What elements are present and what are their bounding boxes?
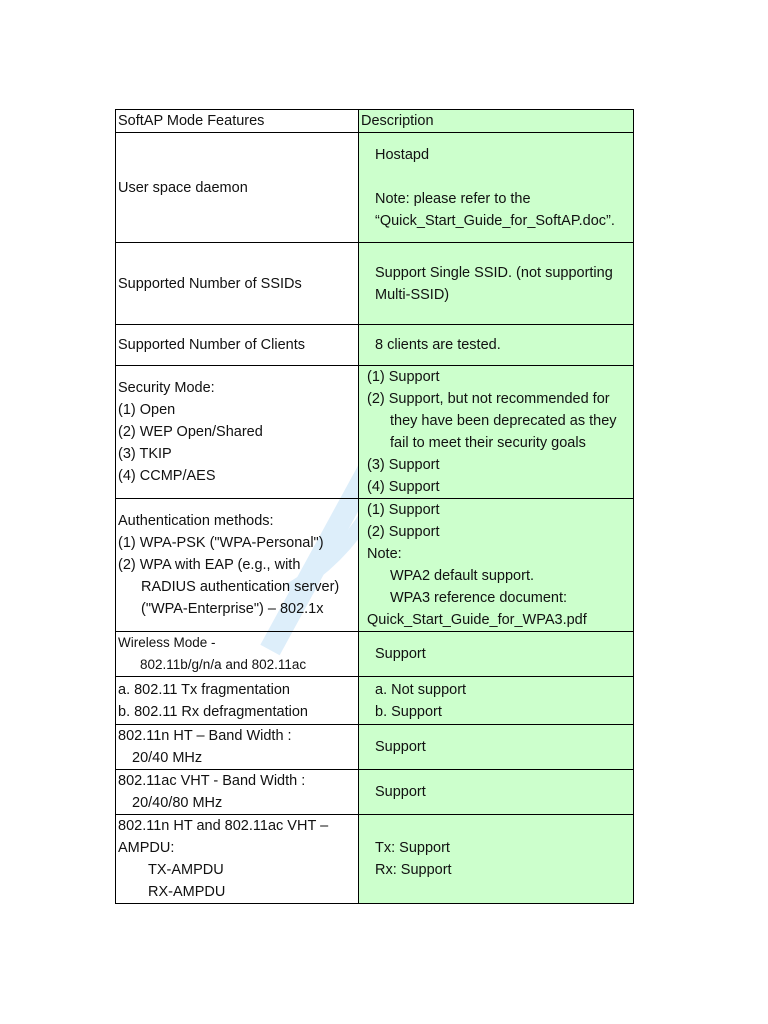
feature-text: (2) WPA with EAP (e.g., with [118, 557, 301, 573]
description-text: Support [375, 784, 426, 800]
feature-cell [116, 366, 359, 499]
feature-text: AMPDU: [118, 840, 175, 856]
description-text: WPA3 reference document: [390, 590, 568, 606]
feature-text: (4) CCMP/AES [118, 468, 216, 484]
description-cell [359, 677, 634, 725]
feature-text: 802.11n HT – Band Width : [118, 728, 292, 744]
feature-text: 20/40 MHz [132, 750, 203, 766]
feature-text: Wireless Mode - [118, 635, 216, 650]
description-text: Rx: Support [375, 862, 452, 878]
description-text: (1) Support [367, 502, 440, 518]
feature-text: b. 802.11 Rx defragmentation [118, 703, 308, 720]
feature-text: Supported Number of Clients [118, 337, 305, 353]
feature-text: (2) WEP Open/Shared [118, 424, 263, 440]
feature-text: RADIUS authentication server) [141, 579, 340, 595]
feature-text: User space daemon [118, 179, 248, 196]
description-text: (1) Support [367, 369, 440, 385]
description-text: Quick_Start_Guide_for_WPA3.pdf [367, 612, 587, 628]
table-row [116, 133, 634, 243]
feature-cell [116, 725, 359, 770]
table-row [116, 499, 634, 632]
feature-cell [116, 770, 359, 815]
feature-text: 802.11b/g/n/a and 802.11ac [140, 657, 307, 672]
feature-cell [116, 815, 359, 904]
feature-text: (1) WPA-PSK ("WPA-Personal") [118, 535, 324, 551]
description-text: Note: please refer to the [375, 190, 531, 207]
description-text: b. Support [375, 703, 442, 720]
feature-text: a. 802.11 Tx fragmentation [118, 681, 290, 698]
feature-cell [116, 677, 359, 725]
feature-text: RX-AMPDU [148, 884, 226, 900]
feature-text: Authentication methods: [118, 513, 274, 529]
description-text: Note: [367, 546, 402, 562]
description-cell [359, 815, 634, 904]
description-text: (4) Support [367, 479, 440, 495]
description-cell [359, 499, 634, 632]
feature-cell [116, 632, 359, 677]
description-text: Tx: Support [375, 840, 450, 856]
description-text: Support [375, 646, 426, 662]
description-text: they have been deprecated as they [390, 413, 617, 429]
feature-text: (3) TKIP [118, 446, 172, 462]
header-feature: SoftAP Mode Features [116, 110, 359, 133]
description-text: (2) Support [367, 524, 440, 540]
description-cell [359, 325, 634, 366]
feature-text: TX-AMPDU [148, 862, 224, 878]
description-cell [359, 133, 634, 243]
description-cell [359, 632, 634, 677]
feature-cell [116, 499, 359, 632]
softap-features-table [115, 109, 634, 904]
description-text: fail to meet their security goals [390, 435, 586, 451]
description-text: a. Not support [375, 681, 467, 698]
description-text [375, 166, 631, 188]
table-row [116, 677, 634, 725]
description-text: 8 clients are tested. [375, 337, 501, 353]
feature-cell [116, 133, 359, 243]
header-description: Description [359, 110, 634, 133]
description-text: (3) Support [367, 457, 440, 473]
description-cell [359, 770, 634, 815]
table-row [116, 632, 634, 677]
table-row [116, 770, 634, 815]
description-cell [359, 725, 634, 770]
feature-text: 802.11n HT and 802.11ac VHT – [118, 818, 329, 834]
description-text: WPA2 default support. [390, 568, 535, 584]
description-text: Support [375, 739, 426, 755]
feature-text: Supported Number of SSIDs [118, 275, 302, 292]
feature-cell [116, 243, 359, 325]
feature-text: 802.11ac VHT - Band Width : [118, 773, 306, 789]
feature-cell [116, 325, 359, 366]
table-row [116, 243, 634, 325]
table-header-row [116, 110, 634, 133]
table-row [116, 815, 634, 904]
feature-text: Security Mode: [118, 380, 215, 396]
table-row [116, 725, 634, 770]
table-row [116, 325, 634, 366]
description-text: “Quick_Start_Guide_for_SoftAP.doc”. [375, 212, 615, 229]
description-cell [359, 243, 634, 325]
table-row [116, 366, 634, 499]
description-text: Hostapd [375, 146, 430, 163]
description-cell [359, 366, 634, 499]
feature-text: 20/40/80 MHz [132, 795, 223, 811]
description-text: Multi-SSID) [375, 286, 450, 303]
description-text: Support Single SSID. (not supporting [375, 264, 613, 281]
feature-text: (1) Open [118, 402, 176, 418]
feature-text: ("WPA-Enterprise") – 802.1x [141, 601, 324, 617]
description-text: (2) Support, but not recommended for [367, 391, 610, 407]
